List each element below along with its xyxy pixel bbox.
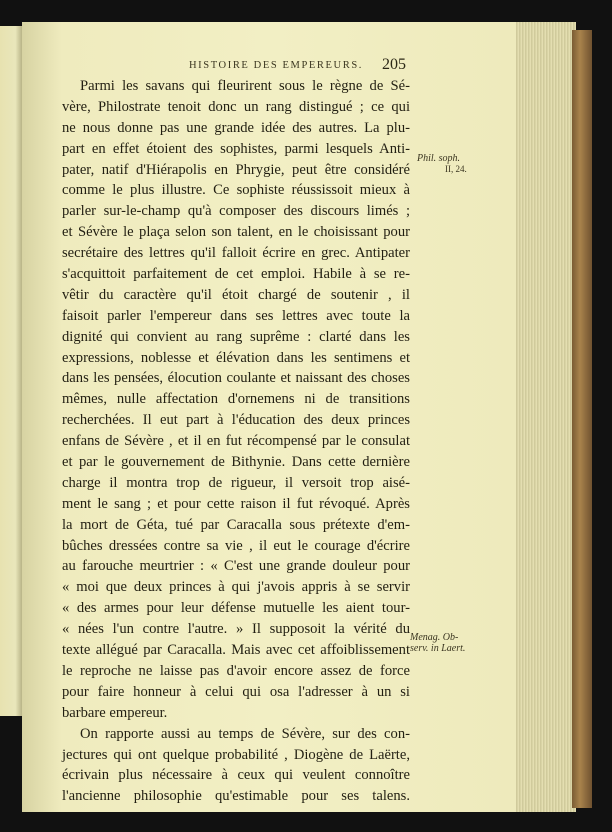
text-line: secrétaire des lettres qu'il falloit écrire en grec. Antipater	[62, 245, 410, 262]
book-cover-edge	[572, 30, 592, 808]
text-line: charge il montra trop de rigueur, il versoit trop aisé-	[62, 474, 410, 491]
page-number: 205	[382, 56, 406, 73]
text-line: vère, Philostrate tenoit donc un rang distingué ; ce qui	[62, 98, 410, 115]
text-line: part en effet étoient des sophistes, parmi lesquels Anti-	[62, 140, 410, 157]
text-line: et par le gouvernement de Bithynie. Dans cette dernière	[62, 454, 410, 471]
text-line: ne nous donne pas une grande idée des autres. La plu-	[62, 119, 410, 136]
text-line: vêtir du caractère qu'il étoit chargé de soutenir , il	[62, 286, 410, 303]
text-line: « nées l'un contre l'autre. » Il supposoit la vérité du	[62, 621, 410, 638]
text-line: parler sur-le-champ qu'à composer des discours limés ;	[62, 203, 410, 220]
text-line: la mort de Géta, tué par Caracalla sous prétexte d'em-	[62, 516, 410, 533]
text-line: pour faire honneur à celui qui osa l'adresser à un si	[62, 683, 410, 700]
running-header: HISTOIRE DES EMPEREURS.	[189, 60, 363, 71]
text-line: barbare empereur.	[62, 704, 168, 721]
text-line: au farouche meurtrier : « C'est une grande douleur pour	[62, 558, 410, 575]
margin-note-line: II, 24.	[445, 164, 467, 174]
text-line: dans les pensées, élocution coulante et naissant des choses	[62, 370, 410, 387]
text-line: Parmi les savans qui fleurirent sous le règne de Sé-	[80, 78, 410, 94]
text-line: s'acquittoit parfaitement de cet emploi. Habile à se re-	[62, 266, 410, 283]
text-line: recherchées. Il eut part à l'éducation des deux princes	[62, 412, 410, 429]
text-line: le reproche ne laisse pas d'avoir encore assez de force	[62, 662, 410, 679]
margin-note-line: Menag. Ob-	[410, 632, 459, 643]
text-line: et Sévère le plaça selon son talent, en le choisissant pour	[62, 224, 410, 241]
text-line: ment le sang ; et pour cette raison il fut révoqué. Après	[62, 495, 410, 512]
text-line: jectures qui ont quelque probabilité , Diogène de Laërte,	[62, 746, 410, 763]
margin-note-citation	[417, 153, 487, 175]
page-stack	[516, 22, 576, 812]
left-page-edge	[0, 26, 22, 716]
body-text	[62, 76, 410, 807]
margin-note-line: serv. in Laert.	[410, 643, 466, 654]
text-line: enfans de Sévère , et il en fut récompensé par le consulat	[62, 433, 410, 450]
text-line: expressions, noblesse et élévation dans les sentimens et	[62, 349, 410, 366]
text-line: écrivain plus nécessaire à ceux qui veulent connoître	[62, 767, 410, 784]
text-line: faisoit parler l'empereur dans ses lettres avec toute la	[62, 307, 410, 324]
text-line: « des armes pour leur défense mutuelle les aient tour-	[62, 600, 410, 617]
margin-note-citation	[410, 632, 490, 654]
text-line: « moi que deux princes à qui j'avois appris à se servir	[62, 579, 410, 596]
text-line: l'ancienne philosophie qu'estimable pour ses talens.	[62, 788, 410, 805]
margin-note-line: Phil. soph.	[417, 153, 461, 164]
text-line: texte allégué par Caracalla. Mais avec cet affoiblissement	[62, 642, 410, 659]
text-line: dignité qui convient au rang suprême : clarté dans les	[62, 328, 410, 345]
text-line: mêmes, nulle affectation d'ornemens ni de transitions	[62, 391, 410, 408]
text-line: On rapporte aussi au temps de Sévère, sur des con-	[80, 725, 410, 742]
text-line: comme le plus illustre. Ce sophiste réussissoit mieux à	[62, 182, 410, 199]
text-line: pater, natif d'Hiérapolis en Phrygie, peut être considéré	[62, 161, 410, 178]
text-line: bûches dressées contre sa vie , il eut le courage d'écrire	[62, 537, 410, 554]
